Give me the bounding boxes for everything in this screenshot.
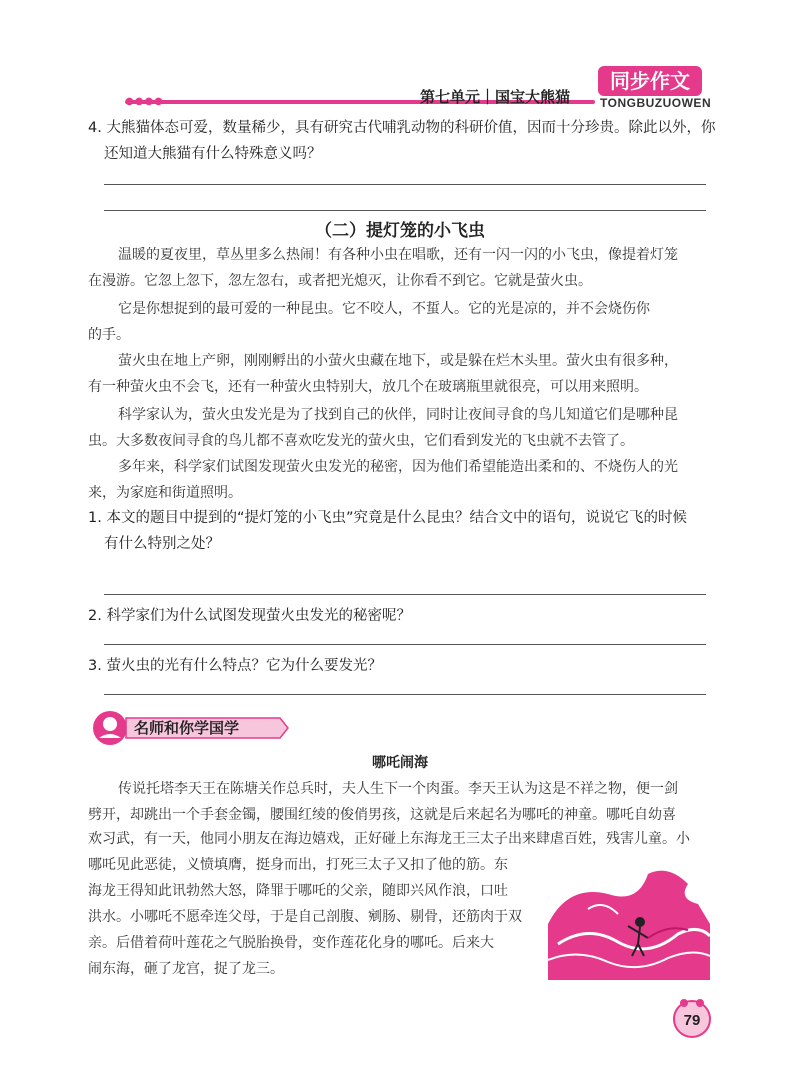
story-line: 洪水。小哪吒不愿牵连父母，于是自己剖腹、剜肠、剔骨，还筋肉于双 [88,909,522,925]
question-2: 2. 科学家们为什么试图发现萤火虫发光的秘密呢？ [88,608,411,624]
answer-line [104,210,706,211]
story-line: 劈开，却跳出一个手套金镯，腰围红绫的俊俏男孩，这就是后来起名为哪吒的神童。哪吒自幼喜 [88,807,676,823]
para3-line1: 萤火虫在地上产卵，刚刚孵出的小萤火虫藏在地下，或是躲在烂木头里。萤火虫有很多种， [118,353,678,369]
question-1-line1: 1. 本文的题目中提到的“提灯笼的小飞虫”究竟是什么昆虫？结合文中的语句，说说它飞的时候 [88,510,687,526]
story-line: 亲。后借着荷叶莲花之气脱胎换骨，变作莲花化身的哪吒。后来大 [88,935,494,951]
para5-line2: 来，为家庭和街道照明。 [88,485,242,501]
answer-line [104,694,706,695]
story-line: 欢习武，有一天，他同小朋友在海边嬉戏，正好碰上东海龙王三太子出来肆虐百姓，残害儿童。小 [88,831,690,847]
header-logo [598,66,702,96]
nezha-illustration [548,864,710,980]
para3-line2: 有一种萤火虫不会飞，还有一种萤火虫特别大，放几个在玻璃瓶里就很亮，可以用来照明。 [88,379,648,395]
page-number: 79 [683,1012,701,1029]
para4-line1: 科学家认为，萤火虫发光是为了找到自己的伙伴，同时让夜间寻食的鸟儿知道它们是哪种昆 [118,407,678,423]
story-title: 哪吒闹海 [372,755,428,771]
q4-line1: 4. 大熊猫体态可爱，数量稀少，具有研究古代哺乳动物的科研价值，因而十分珍贵。除此以外，你 [88,120,716,136]
para1-line1: 温暖的夏夜里，草丛里多么热闹！有各种小虫在唱歌，还有一闪一闪的小飞虫，像提着灯笼 [118,247,678,263]
answer-line [104,184,706,185]
header-pinyin: TONGBUZUOWEN [600,96,712,110]
banner-label: 名师和你学国学 [134,719,240,737]
para2-line2: 的手。 [88,327,130,343]
header-unit-title: 第七单元｜国宝大熊猫 [420,88,571,106]
para4-line2: 虫。大多数夜间寻食的鸟儿都不喜欢吃发光的萤火虫，它们看到发光的飞虫就不去管了。 [88,433,634,449]
answer-line [104,644,706,645]
story-line: 传说托塔李天王在陈塘关作总兵时，夫人生下一个肉蛋。李天王认为这是不祥之物，便一剑 [118,781,678,797]
question-1-line2: 有什么特别之处？ [104,536,220,552]
header-logo-text: 同步作文 [610,69,690,93]
story-line: 海龙王得知此讯勃然大怒，降罪于哪吒的父亲，随即兴风作浪，口吐 [88,883,508,899]
answer-line [104,594,706,595]
para5-line1: 多年来，科学家们试图发现萤火虫发光的秘密，因为他们希望能造出柔和的、不烧伤人的光 [118,459,678,475]
page-number-badge [670,995,714,1039]
story-line: 哪吒见此恶徒，义愤填膺，挺身而出，打死三太子又扣了他的筋。东 [88,857,508,873]
story-line: 闹东海，砸了龙宫，捉了龙三。 [88,961,284,977]
guoxue-banner [90,708,290,748]
para2-line1: 它是你想捉到的最可爱的一种昆虫。它不咬人，不蜇人。它的光是凉的，并不会烧伤你 [118,301,650,317]
q4-line2: 还知道大熊猫有什么特殊意义吗？ [104,146,322,162]
section-title: （二）提灯笼的小飞虫 [315,221,485,241]
para1-line2: 在漫游。它忽上忽下，忽左忽右，或者把光熄灭，让你看不到它。它就是萤火虫。 [88,273,592,289]
question-3: 3. 萤火虫的光有什么特点？它为什么要发光？ [88,658,382,674]
